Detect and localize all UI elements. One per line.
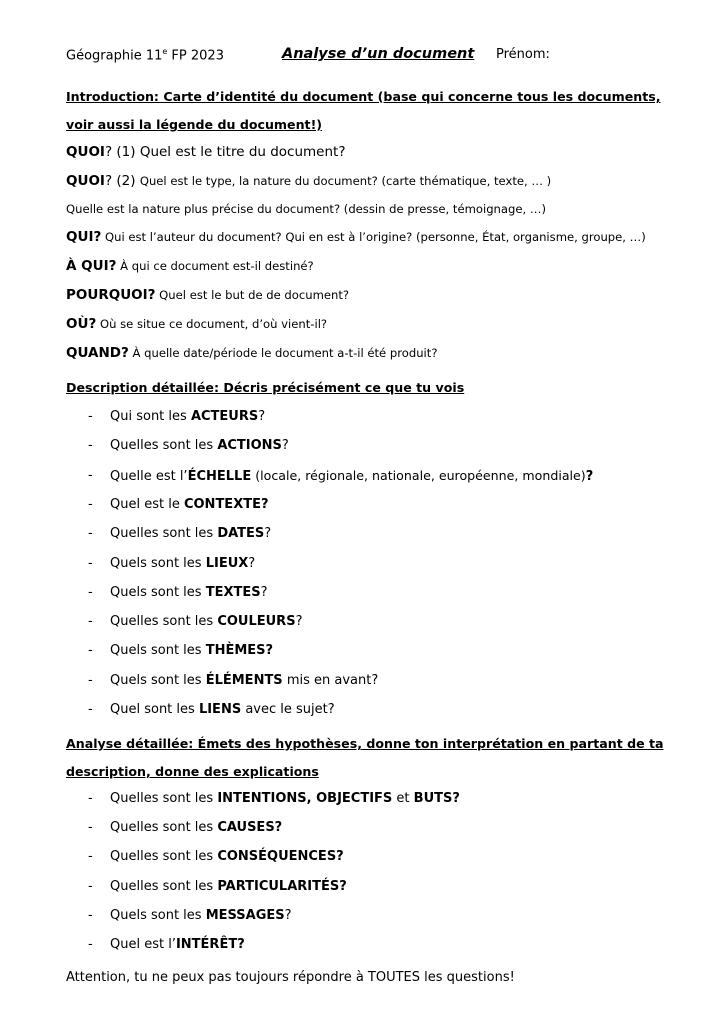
bullet-dash: - — [88, 526, 93, 542]
item-suffix: ? — [284, 907, 292, 923]
item-prefix: Quels sont les — [110, 584, 206, 600]
description-item-text — [110, 526, 271, 541]
question-quoi-1: QUOI? (1) Quel est le titre du document? — [66, 144, 346, 160]
bullet-dash: - — [88, 584, 93, 600]
item-prefix: Quels sont les — [110, 643, 206, 659]
analyse-item-text — [110, 849, 344, 864]
item-keyword: ÉLÉMENTS — [205, 672, 283, 688]
question-a-qui: À QUI? À qui ce document est-il destiné? — [66, 258, 314, 274]
question-ou: OÙ? Où se situe ce document, d’où vient-il? — [66, 316, 328, 332]
analyse-item-text — [110, 879, 347, 894]
footer-note: Attention, tu ne peux pas toujours répondre à TOUTES les questions! — [66, 970, 515, 985]
intro-title-line1: Introduction: Carte d’identité du document (base qui concerne tous les documents, — [66, 89, 661, 104]
analyse-item-text — [110, 937, 245, 952]
question-pourquoi: POURQUOI? Quel est le but de de document? — [66, 287, 350, 303]
item-suffix: ? — [258, 409, 266, 424]
bullet-dash: - — [88, 555, 93, 571]
item-keyword: THÈMES? — [205, 643, 274, 659]
item-keyword: DATES — [217, 526, 265, 542]
item-prefix: Quels sont les — [110, 907, 206, 923]
bullet-dash: - — [88, 820, 93, 836]
item-keyword: CONTEXTE? — [183, 496, 269, 512]
description-item-text — [110, 673, 378, 688]
item-keyword: ACTIONS — [217, 438, 282, 454]
item-keyword: PARTICULARITÉS? — [217, 878, 347, 894]
item-suffix: ? — [248, 555, 256, 571]
description-item-text — [110, 468, 593, 484]
analyse-title-line1: Analyse détaillée: Émets des hypothèses, donne ton interprétation en partant de ta — [66, 736, 664, 751]
item-prefix: Quelles sont les — [110, 438, 218, 454]
description-item-text — [110, 702, 335, 717]
analyse-item-text — [110, 820, 282, 835]
item-keyword: LIEUX — [205, 555, 249, 571]
item-keyword: COULEURS — [217, 614, 296, 630]
page-title: Analyse d’un document — [282, 46, 475, 62]
analyse-item-text — [110, 791, 460, 806]
bullet-dash: - — [88, 849, 93, 865]
bullet-dash: - — [88, 467, 93, 483]
item-keyword: ACTEURS — [190, 409, 259, 424]
item-keyword: INTENTIONS, OBJECTIFS — [217, 791, 393, 806]
item-connector: et — [392, 791, 414, 806]
bullet-dash: - — [88, 614, 93, 630]
item-keyword: CONSÉQUENCES? — [217, 849, 344, 865]
item-keyword: TEXTES — [205, 584, 261, 600]
description-item-text — [110, 438, 289, 453]
item-prefix: Qui sont les — [110, 409, 191, 424]
page-header — [66, 47, 666, 67]
bullet-dash: - — [88, 702, 93, 717]
item-suffix: ? — [281, 438, 289, 454]
item-prefix: Quelles sont les — [110, 791, 218, 806]
analyse-item-text — [110, 908, 292, 923]
item-prefix: Quelles sont les — [110, 849, 218, 865]
description-item-text — [110, 409, 265, 424]
description-item-text — [110, 643, 273, 658]
question-quoi-2: QUOI? (2) Quel est le type, la nature du document? (carte thématique, texte, … ) — [66, 173, 552, 189]
item-suffix: ? — [295, 614, 303, 630]
item-prefix: Quelle est l’ — [110, 468, 188, 484]
question-qui: QUI? Qui est l’auteur du document? Qui en est à l’origine? (personne, État, organisme, groupe, …) — [66, 229, 646, 245]
item-prefix: Quelles sont les — [110, 526, 218, 542]
first-name-label: Prénom: — [496, 47, 550, 62]
bullet-dash: - — [88, 409, 93, 424]
item-keyword: INTÉRÊT? — [175, 937, 245, 952]
bullet-dash: - — [88, 643, 93, 659]
description-item-text — [110, 556, 255, 571]
item-suffix: ? — [264, 526, 272, 542]
question-quand: QUAND? À quelle date/période le document a-t-il été produit? — [66, 345, 438, 361]
bullet-dash: - — [88, 672, 93, 688]
item-keyword: ÉCHELLE — [187, 468, 252, 484]
intro-title-line2: voir aussi la légende du document!) — [66, 117, 323, 132]
item-keyword: MESSAGES — [205, 907, 285, 923]
description-item-text — [110, 497, 269, 512]
item-prefix: Quel est le — [110, 496, 184, 512]
item-keyword: LIENS — [198, 702, 242, 717]
course-label: Géographie 11e FP 2023 — [66, 47, 224, 64]
bullet-dash: - — [88, 937, 93, 952]
item-tail: ? — [585, 468, 594, 484]
bullet-dash: - — [88, 438, 93, 454]
item-keyword: BUTS? — [413, 791, 460, 806]
item-suffix: ? — [260, 584, 268, 600]
bullet-dash: - — [88, 907, 93, 923]
item-suffix: avec le sujet? — [241, 702, 335, 717]
item-keyword: CAUSES? — [217, 820, 283, 836]
item-prefix: Quelles sont les — [110, 614, 218, 630]
item-prefix: Quels sont les — [110, 555, 206, 571]
item-prefix: Quel sont les — [110, 702, 199, 717]
item-prefix: Quel est l’ — [110, 937, 176, 952]
description-item-text — [110, 614, 302, 629]
question-nature: Quelle est la nature plus précise du document? (dessin de presse, témoignage, …) — [66, 202, 546, 216]
item-suffix: mis en avant? — [282, 672, 379, 688]
item-suffix: (locale, régionale, nationale, européenne, mondiale) — [251, 467, 586, 483]
description-title: Description détaillée: Décris précisément ce que tu vois — [66, 380, 465, 395]
description-item-text — [110, 585, 268, 600]
item-prefix: Quels sont les — [110, 672, 206, 688]
bullet-dash: - — [88, 791, 93, 806]
item-prefix: Quelles sont les — [110, 820, 218, 836]
bullet-dash: - — [88, 496, 93, 512]
bullet-dash: - — [88, 878, 93, 894]
item-prefix: Quelles sont les — [110, 878, 218, 894]
analyse-title-line2: description, donne des explications — [66, 764, 319, 779]
